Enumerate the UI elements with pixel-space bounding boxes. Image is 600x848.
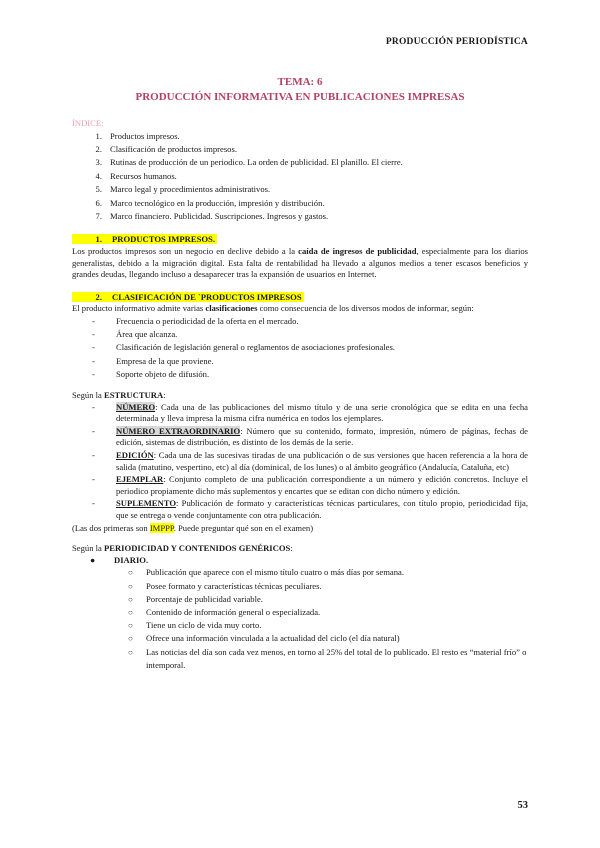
circle-bullet-icon: ○: [128, 647, 133, 657]
section-1-paragraph: Los productos impresos son un negocio en declive debido a la caída de ingresos de publicidad, especialmente para los diarios generalistas, debido a la migración digital. Esta falta de rentabilidad ha llevado a algunos medios a tener escasos beneficios y grandes deudas, llegando incluso a desaparecer tras la expansión de usuarios en Internet.: [72, 246, 528, 280]
bullet-diario: ● DIARIO .: [90, 554, 149, 565]
index-item: 2. Clasificación de productos impresos.: [95, 144, 237, 154]
section-heading-2: 2. CLASIFICACIÓN DE `PRODUCTOS IMPRESOS: [72, 292, 528, 304]
circle-bullet-icon: ○: [128, 634, 133, 644]
circle-bullet-icon: ○: [128, 621, 133, 631]
list-item: - SUPLEMENTO: Publicación de formato y características técnicas particulares, con título propio, periodicidad fija, que se entrega o vende conjuntamente con otra publicación.: [92, 498, 528, 520]
list-item: - Soporte objeto de difusión.: [92, 368, 210, 379]
list-item: ○ Porcentaje de publicidad variable.: [72, 593, 528, 606]
section-heading-1: 1. PRODUCTOS IMPRESOS.: [72, 234, 528, 246]
index-item: 5. Marco legal y procedimientos administrativos.: [95, 184, 271, 195]
circle-bullet-icon: ○: [128, 594, 133, 604]
list-item: ○ Publicación que aparece con el mismo título cuatro o más días por semana.: [72, 566, 528, 579]
circle-bullet-icon: ○: [128, 568, 133, 578]
estructura-list: [72, 402, 528, 522]
list-item: ○ Tiene un ciclo de vida muy corto.: [72, 619, 528, 632]
list-item: - NÚMERO: Cada una de las publicaciones del mismo título y de una serie cronológica que se edita en una fecha determinada y lleva impresa la misma cifra numérica en todos los ejemplares.: [92, 401, 528, 424]
list-item: ○ Posee formato y características técnicas peculiares.: [72, 580, 528, 593]
diario-list: [72, 566, 528, 672]
document-body: [72, 118, 528, 672]
list-item: - EJEMPLAR: Conjunto completo de una publicación correspondiente a un número y edición concretos. Incluye el periodico propiamente dicho más suplementos y encartes que se editan con dicho número y edición.: [92, 474, 528, 496]
list-item: - Empresa de la que proviene.: [92, 355, 214, 366]
list-item: - Clasificación de legislación general o reglamentos de asociaciones profesionales.: [92, 342, 395, 353]
chapter-name: PRODUCCIÓN INFORMATIVA EN PUBLICACIONES IMPRESAS: [135, 91, 465, 103]
chapter-number: TEMA: 6: [277, 76, 323, 88]
list-item: - Área que alcanza.: [92, 329, 178, 340]
list-item: - NÚMERO EXTRAORDINARIO: Número que su contenido, formato, impresión, número de páginas, fechas de edición, sistemas de distribución, es distinto de los demás de la serie.: [92, 425, 528, 448]
estructura-note: (Las dos primeras son IMPPP. Puede preguntar qué son en el examen): [72, 522, 314, 533]
list-item: - Frecuencia o periodicidad de la oferta en el mercado.: [92, 316, 299, 326]
running-header: PRODUCCIÓN PERIODÍSTICA: [385, 37, 528, 47]
index-item: 6. Marco tecnológico en la producción, impresión y distribución.: [95, 197, 325, 208]
bullet-dot-icon: ●: [90, 554, 96, 565]
index-item: 1. Productos impresos.: [95, 130, 180, 141]
index-label: ÍNDICE:: [72, 118, 104, 128]
criteria-list: [72, 315, 528, 381]
index-list: [72, 130, 528, 224]
list-item: ○ Contenido de información general o especializada.: [72, 606, 528, 619]
circle-bullet-icon: ○: [128, 607, 133, 617]
circle-bullet-icon: ○: [128, 581, 133, 591]
list-item: ○ Las noticias del día son cada vez menos, en torno al 25% del total de lo publicado. El resto es “material frío” o intemporal.: [72, 646, 528, 672]
periodicidad-lead: Según la PERIODICIDAD Y CONTENIDOS GENÉRICOS:: [72, 543, 293, 554]
list-item: - EDICIÓN: Cada una de las sucesivas tiradas de una publicación o de sus versiones que hacen referencia a la hora de salida (matutino, vespertino, etc) al día (dominical, de los lunes) o al ámbito geográfico (Andalucía, Cataluña, etc): [92, 449, 528, 472]
index-item: 7. Marco financiero. Publicidad. Suscripciones. Ingresos y gastos.: [95, 211, 329, 222]
index-item: 3. Rutinas de producción de un periodico. La orden de publicidad. El planillo. El cierre.: [95, 157, 403, 168]
section-2-intro: El producto informativo admite varias clasificaciones como consecuencia de los diversos modos de informar, según:: [72, 303, 474, 314]
list-item: ○ Ofrece una información vinculada a la actualidad del ciclo (el día natural): [72, 632, 528, 645]
page-number: 53: [517, 800, 528, 811]
estructura-lead: Según la ESTRUCTURA:: [72, 390, 166, 401]
index-item: 4. Recursos humanos.: [95, 170, 177, 181]
chapter-title: [0, 75, 600, 105]
